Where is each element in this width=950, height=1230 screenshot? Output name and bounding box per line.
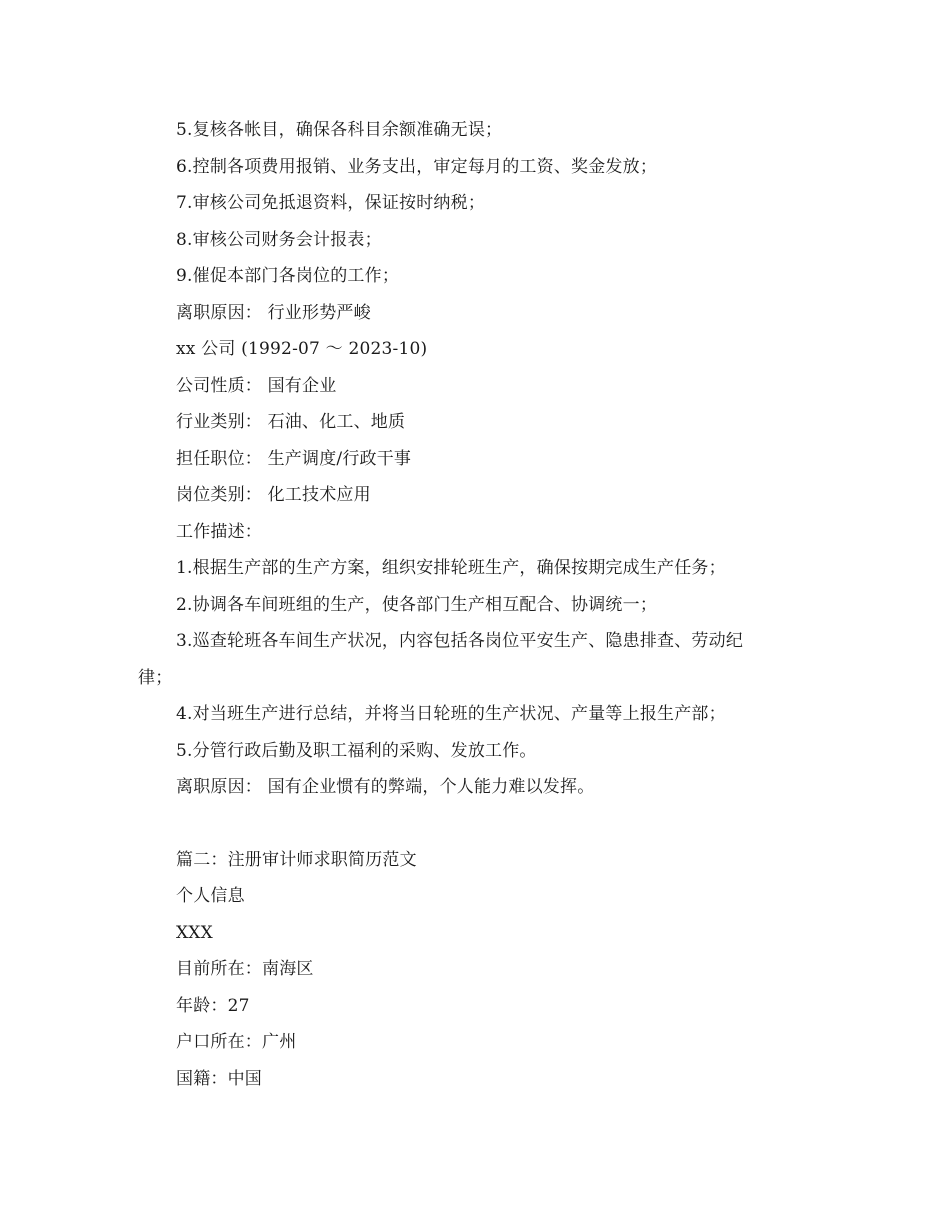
job-duty-1: 1.根据生产部的生产方案，组织安排轮班生产，确保按期完成生产任务； [176,558,726,578]
company-nature: 公司性质： 国有企业 [176,375,337,396]
job-duty-3-continued: 律； [138,667,173,688]
job-duty-2: 2.协调各车间班组的生产，使各部门生产相互配合、协调统一； [176,594,658,615]
leave-reason: 离职原因： 行业形势严峻 [176,302,371,323]
leave-reason: 离职原因： 国有企业惯有的弊端，个人能力难以发挥。 [176,777,595,797]
document-body [138,112,798,1097]
company-name: xx 公司 (1992-07 ～ 2023-10) [176,339,428,359]
nationality: 国籍：中国 [176,1068,262,1089]
job-duty-4: 4.对当班生产进行总结，并将当日轮班的生产状况、产量等上报生产部； [176,704,726,724]
section-heading: 篇二：注册审计师求职简历范文 [176,849,417,870]
duty-item-7: 7.审核公司免抵退资料，保证按时纳税； [176,193,486,213]
job-duty-3: 3.巡查轮班各车间生产状况，内容包括各岗位平安生产、隐患排查、劳动纪 [176,631,744,651]
duty-item-8: 8.审核公司财务会计报表； [176,229,382,250]
duty-item-5: 5.复核各帐目，确保各科目余额准确无误； [176,120,503,140]
job-category: 岗位类别： 化工技术应用 [176,485,371,505]
section-gap [138,806,798,842]
hukou-location: 户口所在：广州 [176,1032,297,1052]
job-position: 担任职位： 生产调度/行政干事 [176,448,412,469]
industry-category: 行业类别： 石油、化工、地质 [176,412,406,432]
job-description-label: 工作描述： [176,521,262,542]
personal-info-label: 个人信息 [176,886,245,906]
duty-item-9: 9.催促本部门各岗位的工作； [176,266,400,286]
age: 年龄：27 [176,995,250,1016]
job-duty-5: 5.分管行政后勤及职工福利的采购、发放工作。 [176,740,537,761]
candidate-name: XXX [176,922,213,943]
duty-item-6: 6.控制各项费用报销、业务支出，审定每月的工资、奖金发放； [176,156,658,177]
current-location: 目前所在：南海区 [176,959,314,979]
